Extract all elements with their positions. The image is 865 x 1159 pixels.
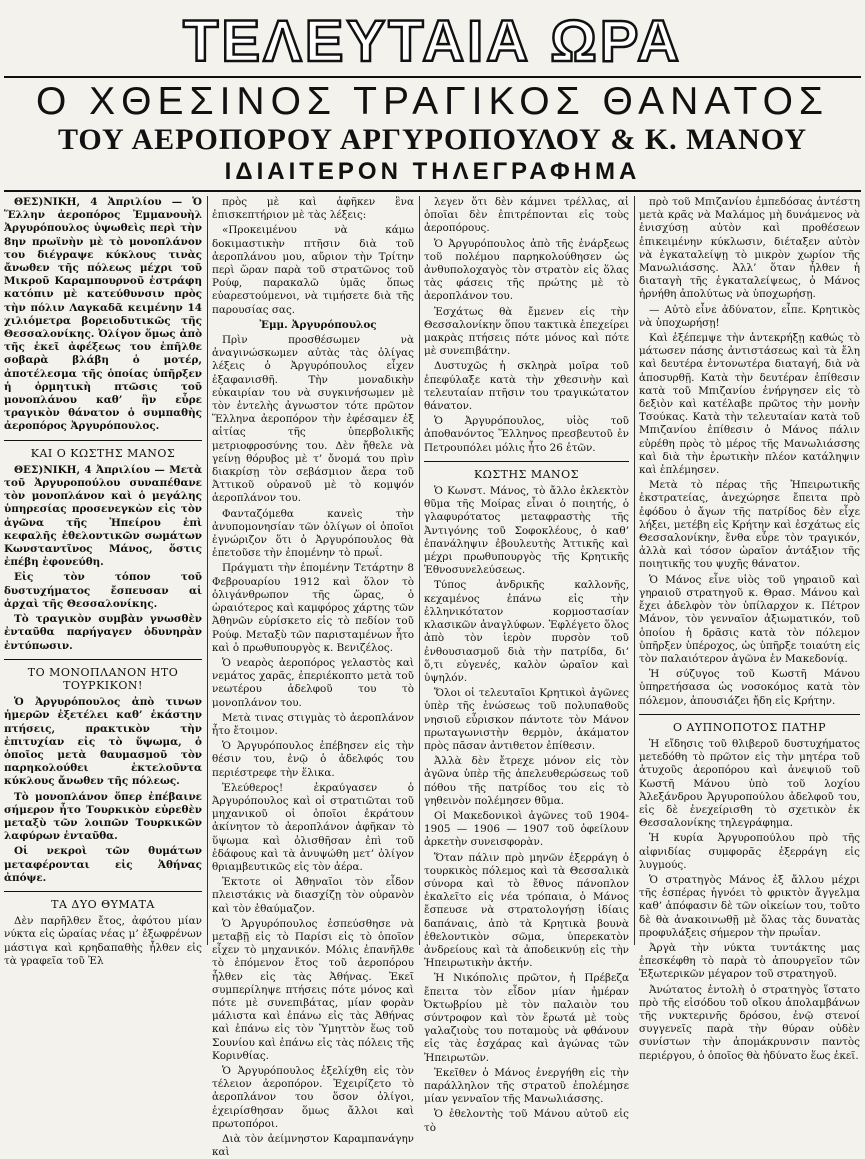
paragraph: Ὅταν πάλιν πρὸ μηνῶν ἐξερράγη ὁ τουρκικὸς πόλεμος καὶ τὰ Θεσσαλικὰ σύνορα καὶ τὸ ἔθνος πάνοπλον ἐκαλεῖτο εἰς νέα τρόπαια, ὁ Μάνος ἔσπευσε νὰ στρατολογήσῃ ἰδίαις δαπάναις, ἀπὸ τὰ Κρητικὰ βουνὰ ἐθελοντικὸν σῶμα, ὑπερεκατὸν ἀνδρείους καὶ τὰ ἀποδεικνύῃ εἰς τὴν Ἠπειρωτικὴν ἀκτήν. bbox=[424, 851, 629, 970]
paragraph: Ἡ σύζυγος τοῦ Κωστῆ Μάνου ὑπηρετήσασα ὡς νοσοκόμος κατὰ τὸν πόλεμον, ἀπουσιάζει ἤδη εἰς Κρήτην. bbox=[639, 668, 860, 707]
subheading: ΤΟ ΜΟΝΟΠΛΑΝΟΝ ΗΤΟ ΤΟΥΡΚΙΚΟΝ! bbox=[4, 659, 202, 692]
paragraph: Ἐλεύθερος! ἐκραύγασεν ὁ Ἀργυρόπουλος καὶ οἱ στρατιῶται τοῦ μηχανικοῦ οἱ ὁποῖοι ἐκράτουν ἀκίνητον τὸ ἀεροπλάνον ἀφῆκαν τὸ ὕψωμα καὶ ὀλισθῆσαν ἐπὶ τοῦ ἐδάφους καὶ τὰ ἀνυψώθη μετ’ ὀλίγον θριαμβευτικῶς εἰς τὸν ἀέρα. bbox=[212, 781, 414, 873]
column-separator bbox=[419, 196, 420, 945]
subheading: ΤΑ ΔΥΟ ΘΥΜΑΤΑ bbox=[4, 891, 202, 911]
article-column-3 bbox=[424, 196, 629, 1134]
paragraph: Πράγματι τὴν ἐπομένην Τετάρτην 8 Φεβρουαρίου 1912 καὶ ὅλον τὸ ὀλιγάνθρωπον τῆς ὥρας, ὁ ὡραιότερος καὶ καμφόρος χάρτης τῶν Ἀθηνῶν εὑρίσκετο εἰς τὸ πεδίον τοῦ Ρούφ. Μεταξὺ τῶν παρισταμένων ἦτο καὶ ὁ πρωθυπουργὸς κ. Βενιζέλος. bbox=[212, 562, 414, 654]
paragraph: Ὁ Ἀργυρόπουλος ἀπὸ τῆς ἐνάρξεως τοῦ πολέμου παρηκολούθησεν ὡς ἀνθυπολοχαγὸς τὸν στρατὸν εἰς ὅλας τὰς φάσεις τῆς πρώτης μὲ τὸ ἀεροπλάνον του. bbox=[424, 237, 629, 303]
paragraph: Ἀλλὰ δὲν ἔτρεχε μόνον εἰς τὸν ἀγῶνα ὑπὲρ τῆς ἀπελευθερώσεως τοῦ πόθου τῆς πατρίδος του εἰς τὸ γηθεινὸν πολέμησεν θῦμα. bbox=[424, 755, 629, 807]
paragraph: Πρὶν προσθέσωμεν νὰ ἀναγινώσκωμεν αὐτὰς τὰς ὀλίγας λέξεις ὁ Ἀργυρόπουλος εἶχεν ἐξαφανισθῆ. Τὴν μοναδικὴν εὐκαιρίαν του νὰ συγκινήσωμεν μὲ τὸν ἐντελὴς ἀγνωστον τότε πρῶτον Ἕλληνα ἀεροπόρον τὴν ἐφέσαμεν ἐξ αἰτίας τῆς ὑπερβολικῆς μετριοφροσύνης του. Δὲν ἤθελε νὰ γείνῃ θόρυβος μὲ τ’ ὄνομά του πρὶν διακρίσῃ τὸν σεβάσμιον ἄερα τοῦ Ἀττικοῦ οὐρανοῦ μὲ τὸ κομψόν ἀεροπλάνον του. bbox=[212, 334, 414, 505]
subheading: Ο ΑΥΠΝΟΠΟΤΟΣ ΠΑΤΗΡ bbox=[639, 714, 860, 734]
article-column-1 bbox=[4, 196, 202, 967]
paragraph: Τύπος ἀνδρικῆς καλλονῆς, κεχαμένος ἐπάνω εἰς τὴν ἐλληνικότατον κορμοστασίαν κλασικῶν ἀναγλύφων. Ἐφλέγετο ὅλος ἀπὸ τὸν ἱερὸν πυρσὸν τοῦ ἐνθουσιασμοῦ διὰ τὴν πατρίδα, δι’ ὅ,τι εὐγενές, καλὸν ὡραῖον καὶ ὑψηλόν. bbox=[424, 579, 629, 684]
column-separator bbox=[634, 196, 635, 945]
paragraph: Ὁ στρατηγὸς Μάνος ἐξ ἄλλου μέχρι τῆς ἑσπέρας ἠγνόει τὸ φρικτὸν ἄγγελμα καθ’ ἀπόφασιν δὲ τῶν οἰκείων του, τοῦτο δὲ θὰ ἀνακοινωθῇ μὲ ὅλας τὰς δυνατὰς προφυλάξεις σήμερον τὴν πρωΐαν. bbox=[639, 873, 860, 939]
paragraph: Εἰς τὸν τόπον τοῦ δυστυχήματος ἔσπευσαν αἱ ἀρχαὶ τῆς Θεσσαλονίκης. bbox=[4, 571, 202, 610]
article-column-2 bbox=[212, 196, 414, 1159]
column-separator bbox=[207, 196, 208, 945]
paragraph: Ὁ νεαρὸς ἀεροπόρος γελαστὸς καὶ νεμάτος χαρᾶς, ἐπεριέκοπτο μετὰ τοῦ νεωτέρου ἀδελφοῦ του τὸ μονοπλάνον του. bbox=[212, 656, 414, 709]
paragraph: Καὶ ἐξέπεμψε τὴν ἀντεκρήξῃ καθώς τὸ μάτωσεν πάσης ἀντιστάσεως καὶ τὰ ἔλη καὶ δευτέρα ἐντονωτέρα διαταγή, διὰ νὰ ἀποσυρθῇ. Κατὰ τὴν δευτέραν ἐπίθεσιν κατὰ τοῦ Μπιζανίου ἐνήργησεν εἰς τὸ δεξιὸν καὶ κατέλαβε πρῶτος τὴν μονὴν Τσούκας. Κατὰ τὴν τελευταίαν κατὰ τοῦ Μπιζανίου ἐπίθεσιν ὁ Μάνος πάλιν εὑρέθη πρὸς τὸ μέρος τῆς Μανωλιάσσης καὶ διὰ τὴν ἐρωτικὴν πλέον κατάληψιν καὶ ἐπλέμησεν. bbox=[639, 332, 860, 477]
paragraph: Τὸ μονοπλάνον ὅπερ ἐπέβαινε σήμερον ἦτο Τουρκικὸν εὑρεθὲν μεταξὺ τῶν λοιπῶν Τουρκικῶν λαφύρων ἐνταῦθα. bbox=[4, 790, 202, 843]
paragraph: Ἐσχάτως θὰ ἔμενεν εἰς τὴν Θεσσαλονίκην ὅπου τακτικὰ ἐπεχείρει μακρὰς πτήσεις πότε μόνος καὶ πότε μὲ συνεπιβάτην. bbox=[424, 305, 629, 358]
paragraph: «Προκειμένου νὰ κάμω δοκιμαστικὴν πτῆσιν διὰ τοῦ ἀεροπλάνου μου, αὔριον τὴν Τρίτην περὶ ὥραν παρὰ τοῦ στρατῶνος τοῦ Ρούφ, παρακαλῶ ὑμᾶς ὅπως εὐαρεστούμενοι, νὰ τιμήσετε διὰ τῆς παρουσίας σας. bbox=[212, 224, 414, 316]
signature-line: Ἐμμ. Ἀργυρόπουλος bbox=[259, 318, 377, 331]
paragraph: Ἡ Νικόπολις πρῶτον, ἡ Πρέβεζα ἔπειτα τὸν εἶδον μίαν ἡμέραν Ὀκτωβρίου μὲ τὸν παλαιὸν του σύντροφον καὶ τὸν ἔρωτά μὲ τοὺς γαλαζιοὺς του ποταμοὺς νὰ φθάνουν εἰς τὰς ἐσχάρας καὶ ἀγώνας τῶν Ἠπειρωτῶν. bbox=[424, 972, 629, 1064]
paragraph: Ὁ Κωνστ. Μάνος, τὸ ἄλλο ἐκλεκτὸν θῦμα τῆς Μοίρας εἶναι ὁ ποιητής, ὁ γλαφυρότατος μεταφραστὴς τῆς Ἀντιγόνης τοῦ Σοφοκλέους, ὁ καθ’ ἐπανάληψιν ἐβουλευτὴς Ἀττικῆς καὶ μέχρι πρωθυπουργὸς τῆς Κρητικῆς Ἐθνοσυνελεύσεως. bbox=[424, 485, 629, 577]
paragraph: Διὰ τὸν ἀείμνηστον Καραμπανάγην καὶ bbox=[212, 1133, 414, 1159]
paragraph: Ὁ Ἀργυρόπουλος, υἱὸς τοῦ ἀποθανόντος Ἕλληνος πρεσβευτοῦ ἐν Πετρουπόλει μόλις ἦτο 26 ἐτῶν. bbox=[424, 415, 629, 454]
article-column-4 bbox=[639, 196, 860, 1062]
paragraph: Τὸ τραγικὸν συμβὰν γνωσθὲν ἐνταῦθα παρήγαγεν ὀδυνηρὰν ἐντύπωσιν. bbox=[4, 613, 202, 652]
headline-tag: ΙΔΙΑΙΤΕΡΟΝ ΤΗΛΕΓΡΑΦΗΜΑ bbox=[224, 158, 641, 185]
paragraph: Μετὰ τὸ πέρας τῆς Ἠπειρωτικῆς ἐκστρατείας, ἀνεχώρησε ἔπειτα πρὸ ἐφόδου ὁ ἄγων τῆς πατρίδος δὲν εἶχε λήξει, μετέβη εἰς Κρήτην καὶ ἐσχάτως εἰς Θεσσαλονίκην, ἔνθα εὗρε τὸν τραγικόν, ἀλλὰ καὶ τόσον ὡραῖον ἀντάξιον τῆς ποιητικῆς του ψυχῆς θάνατον. bbox=[639, 479, 860, 571]
paragraph: πρὸς μὲ καὶ ἀφῆκεν ἓνα ἐπισκεπτήριον μὲ τὰς λέξεις: bbox=[212, 196, 414, 222]
subheading: ΚΩΣΤΗΣ ΜΑΝΟΣ bbox=[424, 461, 629, 481]
paragraph: Ὅλοι οἱ τελευταῖοι Κρητικοὶ ἀγῶνες ὑπὲρ τῆς ἑνώσεως τοῦ πολυπαθοῦς νησιοῦ εὗρισκον πάντοτε τὸν Μάνον πρωταγωνιστὴν θερμὸν, ἀκάματον πρὸς πᾶσαν ἀντιθετον ἐπίθεσιν. bbox=[424, 687, 629, 752]
masthead-rule bbox=[4, 76, 861, 78]
paragraph: Οἱ νεκροὶ τῶν θυμάτων μεταφέρονται εἰς Ἀθήνας ἀπόψε. bbox=[4, 845, 202, 884]
paragraph: Ἡ κυρία Ἀργυροπούλου πρὸ τῆς αἰφνιδίας συμφορᾶς ἐξερράγη εἰς λυγμούς. bbox=[639, 832, 860, 871]
paragraph: Ἀργὰ τὴν νύκτα τυντάκτης μας ἐπεσκέφθη τὸ παρὰ τὸ ἀπουργεῖον τῶν Ἐξωτερικῶν μέγαρον τοῦ στρατηγοῦ. bbox=[639, 941, 860, 981]
headline-main: Ο ΧΘΕΣΙΝΟΣ ΤΡΑΓΙΚΟΣ ΘΑΝΑΤΟΣ bbox=[35, 80, 830, 123]
paragraph: Μετὰ τινας στιγμὰς τὸ ἀεροπλάνον ἦτο ἔτοιμον. bbox=[212, 711, 414, 737]
headline-sub: ΤΟΥ ΑΕΡΟΠΟΡΟΥ ΑΡΓΥΡΟΠΟΥΛΟΥ & Κ. ΜΑΝΟΥ bbox=[57, 123, 808, 156]
paragraph: Ἀνώτατος ἐντολὴ ὁ στρατηγὸς ἵστατο πρὸ τῆς εἰσόδου τοῦ οἴκου ἀπολαμβάνων τῆς νυκτερινῆς δρόσου, ἐνῷ στενοί συγγενεῖς παρὰ τὴν θύραν οὐδὲν συνίστων τὴν ἀπομάκρυνσιν παντὸς περιέργου, ὁ ὁποῖος θὰ ἠδύνατο ἕως ἐκεῖ. bbox=[639, 983, 860, 1062]
paragraph: Ὁ Ἀργυρόπουλος ἐξελίχθη εἰς τὸν τέλειον ἀεροπόρον. Ἐχειρίζετο τὸ ἀεροπλάνον του ὅσον ὀλίγοι, ἐχειρίσθησαν ὅμως ἄλλοι καὶ πρωτοπόροι. bbox=[212, 1065, 414, 1130]
paragraph: Ὁ ἐθελοντὴς τοῦ Μάνου αὐτοῦ εἰς τὸ bbox=[424, 1108, 629, 1134]
paragraph: — Αὐτὸ εἶνε ἀδύνατον, εἶπε. Κρητικὸς νὰ ὑποχωρήσῃ! bbox=[639, 303, 860, 329]
paragraph: Φανταζόμεθα κανεὶς τὴν ἀνυπομονησίαν τῶν ὀλίγων οἱ ὁποῖοι ἐγνώριζον ὅτι ὁ Ἀργυρόπουλος θὰ ἐπετοῦσε τὴν ἐπομένην τὸ πρωΐ. bbox=[212, 507, 414, 560]
paragraph: Ὁ Ἀργυρόπουλος ἀπὸ τινων ἡμερῶν ἐξετέλει καθ’ ἑκάστην πτήσεις, πρακτικὸν τὴν ἐπιτυχίαν εἰς τὸ ὕψωμα, ὁ ὁποῖος μετὰ θαυμασμοῦ τὸν παρηκολούθει ἐκτελοῦντα κύκλους ἄνωθεν τῆς πόλεως. bbox=[4, 696, 202, 788]
paragraph: Ὁ Ἀργυρόπουλος ἐσπεύσθησε νὰ μεταβῇ εἰς τὸ Παρίσι εἰς τὸ ὁποῖον εἶχεν τὸ μηχανικόν. Μόλις ἐπανῆλθε τὸ ἑπόμενον ἔτος τοῦ ἀεροπόρου ἦλθεν εἰς τὰς Ἀθήνας. Ἐκεῖ συμπερίληψε πτήσεις πότε μόνος καὶ πότε μὲ συνεπιβάτας, μίαν φορὰν μάλιστα καὶ ἐπάνω εἰς τὰς Ἀθήνας καὶ ἐπάνω εἰς τὸν Ὑμηττὸν ἕως τοῦ Σουνίου καὶ ἐπάνω εἰς τὰς πόλεις τῆς Κορινθίας. bbox=[212, 917, 414, 1062]
paragraph: Ἡ εἴδησις τοῦ θλιβεροῦ δυστυχήματος μετεδόθη τὸ πρῶτον εἰς τὴν μητέρα τοῦ ἀτυχοῦς ἀεροπόρου καὶ ἀνεψιοῦ τοῦ Κωστῆ Μάνου ὑπὸ τοῦ λοχίου Ἀλεξάνδρου Ἀργυροπούλου ἀδελφοῦ του, εἰς δὲ ἐνεχείρισθη τὸ σχετικὸν ἐκ Θεσσαλονίκης τηλεγράφημα. bbox=[639, 737, 860, 830]
masthead: ΤΕΛΕΥΤΑΙΑ ΩΡΑ bbox=[182, 8, 683, 74]
paragraph: λεγεν ὅτι δὲν κάμνει τρέλλας, αἱ ὁποῖαι δὲν ἐπιτρέπονται εἰς τοὺς ἀεροπόρους. bbox=[424, 196, 629, 235]
paragraph: Ὁ Ἀργυρόπουλος ἐπέβησεν εἰς τὴν θέσιν του, ἐνῷ ὁ ἀδελφός του περιέστρεφε τὴν ἕλικα. bbox=[212, 740, 414, 779]
paragraph: Δυστυχῶς ἡ σκληρὰ μοῖρα τοῦ ἐπεφύλαξε κατὰ τὴν χθεσινὴν καὶ τελευταίαν πτῆσιν του τραγικώτατον θάνατον. bbox=[424, 360, 629, 413]
paragraph: Οἱ Μακεδονικοὶ ἀγῶνες τοῦ 1904-1905 — 1906 — 1907 τοῦ ὀφείλουν ἀρκετὴν συνεισφορὰν. bbox=[424, 809, 629, 849]
paragraph: πρὸ τοῦ Μπιζανίου ἐμπεδόσας ἀντέστη μετὰ κρᾶς νὰ Μαλάμος μὴ δυνάμενος νὰ ἐνισχύσῃ αὐτὸν καὶ προθέσεων ἐπικειμένην κύκλωσιν, διέταξεν αὐτὸν νὰ ἐγκαταλείψῃ τὸ μικρὸν χωρίον τῆς Μανωλιάσσης. Ἀλλ’ ὅταν ἦλθεν ἡ διαταγὴ τῆς ἐγκαταλείψεως, ὁ Μάνος ἠρνήθη ἀπολύτως νὰ ὑποχωρήσῃ. bbox=[639, 196, 860, 301]
lead-paragraph: ΘΕΣ)ΝΙΚΗ, 4 Ἀπριλίου — Ὁ Ἕλλην ἀεροπόρος Ἐμμανουὴλ Ἀργυρόπουλος ὑψωθεὶς περὶ τὴν 8ην πρωϊνὴν μὲ τὸ μονοπλάνον του διέγραψε κύκλους τινὰς ἄνωθεν τῆς πόλεως μέχρι τοῦ Μικροῦ Καραμπουρνοῦ ἐστράφη κατόπιν μὲ κατεύθυνσιν πρὸς τὴν πόλιν Λαγκαδᾶ κειμένην 14 χιλιόμετρα βορειοδυτικῶς τῆς Θεσσαλονίκης. Ὀλίγον ὅμως ἀπὸ τῆς ἐκεῖ ἀφέξεως του ἐπῆλθε σοβαρὰ βλάβη ὁ μοτέρ, ἀποτέλεσμα τῆς ὁποίας ὑπῆρξεν ἡ ὁρμητικὴ πτῶσις τοῦ μονοπλάνου καθ’ ἣν εὗρε τραγικὸν θάνατον ὁ συμπαθὴς ἀεροπόρος Ἀργυρόπουλος. bbox=[4, 196, 202, 433]
paragraph: ΘΕΣ)ΝΙΚΗ, 4 Ἀπριλίου — Μετὰ τοῦ Ἀργυροπούλου συναπέθανε τὸν μονοπλάνον καὶ ὁ μεγάλης ὑπηρεσίας προσενεγκὼν εἰς τὸν ἀγῶνα τῆς Ἠπείρου ἐπὶ κεφαλῆς ἐθελοντικῶν σωμάτων Κωνσταντῖνος Μάνος, ὅστις ἐπέβη ἐφονεύθη. bbox=[4, 463, 202, 569]
paragraph: Δὲν παρῆλθεν ἔτος, ἀφότου μίαν νύκτα εἰς ὡραίας νέας μ’ ἐξωφρένων μάστιγα καὶ κρηδαπαθὴς ἦλθεν εἰς τὰ γραφεῖα τοῦ Ἐλ bbox=[4, 915, 202, 967]
paragraph: Ὁ Μάνος εἶνε υἱὸς τοῦ γηραιοῦ καὶ γηραιοῦ στρατηγοῦ κ. Θρασ. Μάνου καὶ ἔχει ἀδελφὸν τὸν ὑπίλαρχον κ. Πέτρον Μάνον, τὸν γενναῖον ἀξιωματικόν, τοῦ ὁποίου ἡ δρᾶσις κατὰ τὸν πόλεμον ὑπῆρξεν ὑπέροχος, ὡς ὑπῆρξε τοιαύτη εἰς τὸν παλαιότερον ἀγῶνα ἐν Μακεδονίᾳ. bbox=[639, 573, 860, 665]
headline-rule bbox=[4, 190, 861, 192]
subheading: ΚΑΙ Ο ΚΩΣΤΗΣ ΜΑΝΟΣ bbox=[4, 440, 202, 460]
paragraph: Ἐκτοτε οἱ Ἀθηναῖοι τὸν εἶδον πλειστάκις νὰ διασχίζῃ τὸν οὐρανὸν καὶ τὸν ἐθαύμαζον. bbox=[212, 876, 414, 915]
paragraph: Ἐκεῖθεν ὁ Μάνος ἐνεργήθη εἰς τὴν παράλληλον τῆς στρατοῦ ἐπολέμησε μίαν γενναῖον τῆς Μανωλιάσσης. bbox=[424, 1066, 629, 1106]
